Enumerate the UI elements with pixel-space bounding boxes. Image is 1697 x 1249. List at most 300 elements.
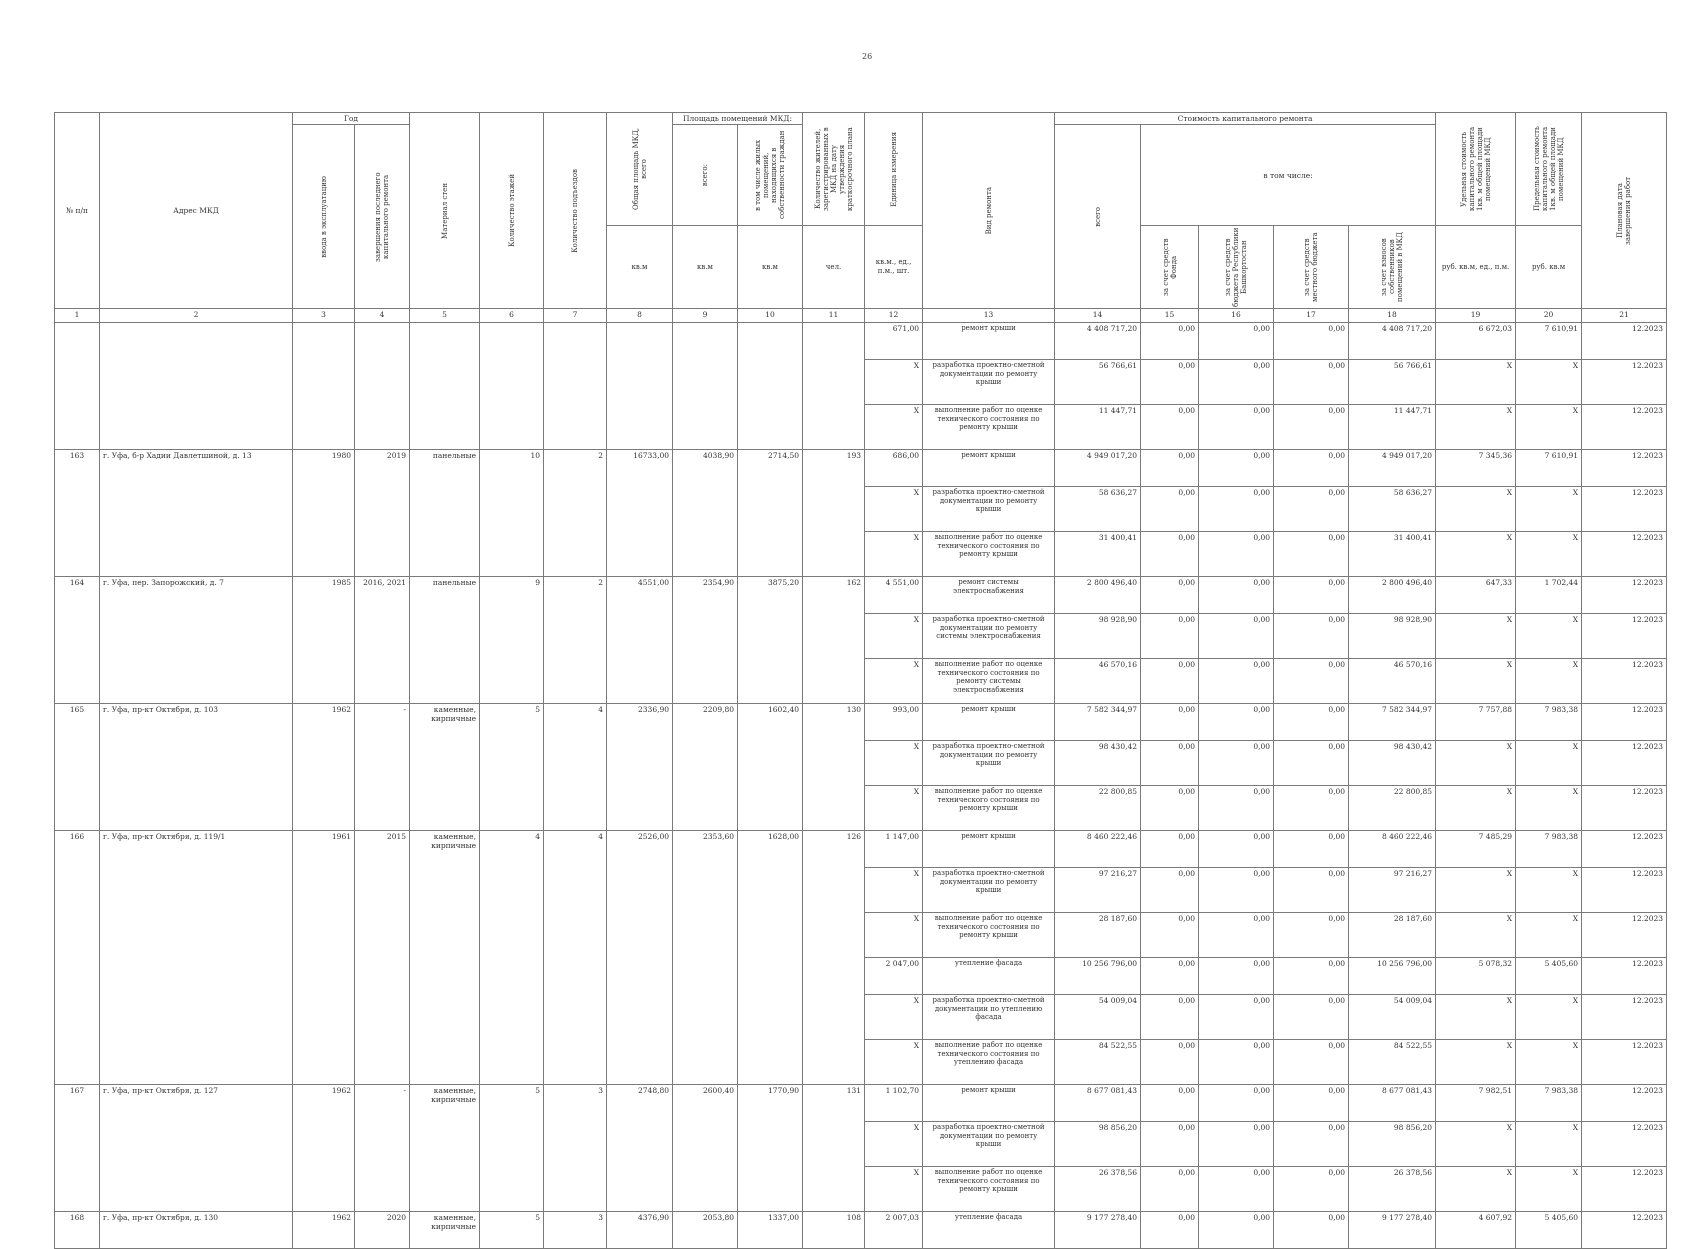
header-entrances: Количество подъездов <box>544 113 607 309</box>
cell-entr: 4 <box>544 704 607 831</box>
cell-num: 167 <box>55 1085 100 1212</box>
cell-unit_cost: X <box>1436 360 1516 405</box>
cell-max_cost: 7 610,91 <box>1516 450 1582 487</box>
cell-area <box>607 323 673 450</box>
cell-max_cost: X <box>1516 868 1582 913</box>
table-header <box>55 113 1667 323</box>
cell-date: 12.2023 <box>1582 1212 1667 1249</box>
cell-owners: 98 430,42 <box>1349 741 1436 786</box>
cell-fund: 0,00 <box>1141 577 1199 614</box>
cell-material: панельные <box>410 577 480 704</box>
cell-area: 2526,00 <box>607 831 673 1085</box>
cell-rb: 0,00 <box>1199 1212 1274 1249</box>
cell-rb: 0,00 <box>1199 487 1274 532</box>
cell-pr_res: 2714,50 <box>738 450 803 577</box>
cell-date: 12.2023 <box>1582 659 1667 704</box>
header-premises: Площадь помещений МКД: <box>673 113 803 125</box>
cell-total: 56 766,61 <box>1055 360 1141 405</box>
unit-20: руб. кв.м <box>1516 226 1582 309</box>
cell-local: 0,00 <box>1274 360 1349 405</box>
cell-total: 58 636,27 <box>1055 487 1141 532</box>
cell-owners: 2 800 496,40 <box>1349 577 1436 614</box>
cell-qty: X <box>865 1167 923 1212</box>
cell-local: 0,00 <box>1274 995 1349 1040</box>
cell-qty: 1 147,00 <box>865 831 923 868</box>
cell-date: 12.2023 <box>1582 958 1667 995</box>
table-row <box>55 450 1667 487</box>
cell-work: выполнение работ по оценке технического состояния по ремонту системы электроснабжения <box>923 659 1055 704</box>
unit-19: руб. кв.м, ед., п.м. <box>1436 226 1516 309</box>
cell-fund: 0,00 <box>1141 323 1199 360</box>
cell-local: 0,00 <box>1274 786 1349 831</box>
cell-total: 2 800 496,40 <box>1055 577 1141 614</box>
cell-date: 12.2023 <box>1582 405 1667 450</box>
cell-owners: 97 216,27 <box>1349 868 1436 913</box>
cell-max_cost: X <box>1516 913 1582 958</box>
cell-pr_res: 1602,40 <box>738 704 803 831</box>
cell-year2: - <box>355 1085 410 1212</box>
cell-qty: X <box>865 659 923 704</box>
cell-entr: 4 <box>544 831 607 1085</box>
cell-unit_cost: X <box>1436 995 1516 1040</box>
cell-total: 9 177 278,40 <box>1055 1212 1141 1249</box>
cell-rb: 0,00 <box>1199 868 1274 913</box>
cell-work: выполнение работ по оценке технического состояния по ремонту крыши <box>923 532 1055 577</box>
cell-date: 12.2023 <box>1582 786 1667 831</box>
header-unit-cost: Удельная стоимость капитального ремонта 1кв. м общей площади помещений МКД <box>1436 113 1516 226</box>
cell-year1: 1962 <box>293 1085 355 1212</box>
cell-date: 12.2023 <box>1582 995 1667 1040</box>
cell-year1 <box>293 323 355 450</box>
cell-total: 54 009,04 <box>1055 995 1141 1040</box>
table-row <box>55 1212 1667 1249</box>
cell-owners: 58 636,27 <box>1349 487 1436 532</box>
cell-pr_total: 2209,80 <box>673 704 738 831</box>
cell-local: 0,00 <box>1274 1040 1349 1085</box>
cell-fund: 0,00 <box>1141 1040 1199 1085</box>
table-body <box>55 323 1667 1249</box>
cell-local: 0,00 <box>1274 1167 1349 1212</box>
cell-local: 0,00 <box>1274 868 1349 913</box>
cell-owners: 31 400,41 <box>1349 532 1436 577</box>
cell-work: разработка проектно-сметной документации по ремонту крыши <box>923 741 1055 786</box>
cell-year2: - <box>355 704 410 831</box>
cell-fund: 0,00 <box>1141 741 1199 786</box>
cell-owners: 98 928,90 <box>1349 614 1436 659</box>
cell-date: 12.2023 <box>1582 614 1667 659</box>
cell-max_cost: 7 983,38 <box>1516 704 1582 741</box>
cell-unit_cost: X <box>1436 405 1516 450</box>
header-cost-local: за счет средств местного бюджета <box>1274 226 1349 309</box>
cell-area: 4376,90 <box>607 1212 673 1249</box>
cell-material <box>410 323 480 450</box>
cell-fund: 0,00 <box>1141 450 1199 487</box>
cell-max_cost: X <box>1516 786 1582 831</box>
cell-num: 168 <box>55 1212 100 1249</box>
cell-fund: 0,00 <box>1141 786 1199 831</box>
cell-material: каменные, кирпичные <box>410 1085 480 1212</box>
cell-total: 8 460 222,46 <box>1055 831 1141 868</box>
cell-qty: 2 007,03 <box>865 1212 923 1249</box>
cell-qty: 2 047,00 <box>865 958 923 995</box>
cell-addr <box>100 323 293 450</box>
cell-max_cost: X <box>1516 741 1582 786</box>
cell-rb: 0,00 <box>1199 360 1274 405</box>
cell-unit_cost: 647,33 <box>1436 577 1516 614</box>
cell-addr: г. Уфа, пр-кт Октября, д. 127 <box>100 1085 293 1212</box>
cell-unit_cost: 7 982,51 <box>1436 1085 1516 1122</box>
cell-rb: 0,00 <box>1199 577 1274 614</box>
header-cost: Стоимость капитального ремонта <box>1055 113 1436 125</box>
cell-work: выполнение работ по оценке технического состояния по ремонту крыши <box>923 405 1055 450</box>
cell-total: 26 378,56 <box>1055 1167 1141 1212</box>
cell-work: разработка проектно-сметной документации по ремонту крыши <box>923 487 1055 532</box>
cell-local: 0,00 <box>1274 958 1349 995</box>
cell-res: 130 <box>803 704 865 831</box>
cell-pr_res: 1337,00 <box>738 1212 803 1249</box>
cell-pr_total: 2353,60 <box>673 831 738 1085</box>
cell-owners: 10 256 796,00 <box>1349 958 1436 995</box>
cell-owners: 22 800,85 <box>1349 786 1436 831</box>
cell-fund: 0,00 <box>1141 868 1199 913</box>
cell-floors: 9 <box>480 577 544 704</box>
cell-owners: 7 582 344,97 <box>1349 704 1436 741</box>
cell-total: 97 216,27 <box>1055 868 1141 913</box>
cell-date: 12.2023 <box>1582 1085 1667 1122</box>
cell-date: 12.2023 <box>1582 487 1667 532</box>
cell-year1: 1961 <box>293 831 355 1085</box>
cell-pr_total <box>673 323 738 450</box>
cell-work: ремонт крыши <box>923 1085 1055 1122</box>
cell-local: 0,00 <box>1274 741 1349 786</box>
column-number-row <box>55 309 1667 323</box>
table-row <box>55 831 1667 868</box>
cell-owners: 8 460 222,46 <box>1349 831 1436 868</box>
cell-local: 0,00 <box>1274 614 1349 659</box>
cell-qty: X <box>865 913 923 958</box>
cell-unit_cost: X <box>1436 741 1516 786</box>
table-row <box>55 577 1667 614</box>
cell-rb: 0,00 <box>1199 405 1274 450</box>
cell-owners: 98 856,20 <box>1349 1122 1436 1167</box>
cell-work: утепление фасада <box>923 958 1055 995</box>
page-number: 26 <box>862 52 873 61</box>
column-number: 4 <box>355 309 410 323</box>
cell-date: 12.2023 <box>1582 1040 1667 1085</box>
cell-total: 98 856,20 <box>1055 1122 1141 1167</box>
column-number: 5 <box>410 309 480 323</box>
column-number: 18 <box>1349 309 1436 323</box>
cell-total: 11 447,71 <box>1055 405 1141 450</box>
cell-owners: 46 570,16 <box>1349 659 1436 704</box>
cell-qty: X <box>865 1122 923 1167</box>
column-number: 8 <box>607 309 673 323</box>
cell-owners: 11 447,71 <box>1349 405 1436 450</box>
cell-res: 126 <box>803 831 865 1085</box>
header-floors: Количество этажей <box>480 113 544 309</box>
cell-max_cost: 7 610,91 <box>1516 323 1582 360</box>
cell-max_cost: X <box>1516 659 1582 704</box>
cell-qty: X <box>865 360 923 405</box>
cell-date: 12.2023 <box>1582 1122 1667 1167</box>
cell-entr <box>544 323 607 450</box>
cell-total: 7 582 344,97 <box>1055 704 1141 741</box>
table-row <box>55 704 1667 741</box>
cell-work: утепление фасада <box>923 1212 1055 1249</box>
cell-qty: 1 102,70 <box>865 1085 923 1122</box>
cell-date: 12.2023 <box>1582 323 1667 360</box>
cell-work: выполнение работ по оценке технического состояния по ремонту крыши <box>923 786 1055 831</box>
cell-floors: 5 <box>480 1212 544 1249</box>
cell-local: 0,00 <box>1274 577 1349 614</box>
cell-owners: 54 009,04 <box>1349 995 1436 1040</box>
cell-entr: 2 <box>544 577 607 704</box>
cell-max_cost: 5 405,60 <box>1516 1212 1582 1249</box>
cell-local: 0,00 <box>1274 659 1349 704</box>
cell-owners: 9 177 278,40 <box>1349 1212 1436 1249</box>
cell-work: выполнение работ по оценке технического состояния по ремонту крыши <box>923 1167 1055 1212</box>
header-total-area: Общая площадь МКД, всего <box>607 113 673 226</box>
column-number: 13 <box>923 309 1055 323</box>
cell-fund: 0,00 <box>1141 360 1199 405</box>
cell-year1: 1980 <box>293 450 355 577</box>
cell-local: 0,00 <box>1274 831 1349 868</box>
cell-unit_cost: X <box>1436 913 1516 958</box>
cell-local: 0,00 <box>1274 1085 1349 1122</box>
table-row <box>55 323 1667 360</box>
header-premises-total: всего: <box>673 125 738 226</box>
header-work-type: Вид ремонта <box>923 113 1055 309</box>
cell-rb: 0,00 <box>1199 741 1274 786</box>
cell-rb: 0,00 <box>1199 786 1274 831</box>
cell-rb: 0,00 <box>1199 323 1274 360</box>
cell-num: 166 <box>55 831 100 1085</box>
cell-date: 12.2023 <box>1582 868 1667 913</box>
column-number: 2 <box>100 309 293 323</box>
cell-fund: 0,00 <box>1141 958 1199 995</box>
cell-date: 12.2023 <box>1582 532 1667 577</box>
cell-pr_total: 2053,80 <box>673 1212 738 1249</box>
cell-pr_total: 2600,40 <box>673 1085 738 1212</box>
cell-owners: 28 187,60 <box>1349 913 1436 958</box>
cell-pr_res: 3875,20 <box>738 577 803 704</box>
cell-floors: 4 <box>480 831 544 1085</box>
cell-pr_res <box>738 323 803 450</box>
cell-material: каменные, кирпичные <box>410 831 480 1085</box>
cell-qty: 4 551,00 <box>865 577 923 614</box>
column-number: 17 <box>1274 309 1349 323</box>
cell-rb: 0,00 <box>1199 450 1274 487</box>
cell-unit_cost: X <box>1436 487 1516 532</box>
cell-floors: 5 <box>480 1085 544 1212</box>
header-premises-residential: в том числе жилых помещений, находящихся в собственности граждан <box>738 125 803 226</box>
cell-fund: 0,00 <box>1141 405 1199 450</box>
header-year-commission: ввода в эксплуатацию <box>293 125 355 309</box>
cell-unit_cost: 7 345,36 <box>1436 450 1516 487</box>
cell-rb: 0,00 <box>1199 913 1274 958</box>
cell-unit_cost: 5 078,32 <box>1436 958 1516 995</box>
cell-entr: 2 <box>544 450 607 577</box>
cell-qty: X <box>865 786 923 831</box>
column-number: 16 <box>1199 309 1274 323</box>
cell-unit_cost: X <box>1436 786 1516 831</box>
cell-work: разработка проектно-сметной документации по ремонту крыши <box>923 360 1055 405</box>
cell-material: каменные, кирпичные <box>410 704 480 831</box>
cell-local: 0,00 <box>1274 450 1349 487</box>
capital-repair-table <box>54 112 1667 1249</box>
cell-material: каменные, кирпичные <box>410 1212 480 1249</box>
unit-9: кв.м <box>673 226 738 309</box>
cell-date: 12.2023 <box>1582 360 1667 405</box>
cell-qty: X <box>865 487 923 532</box>
cell-total: 10 256 796,00 <box>1055 958 1141 995</box>
cell-total: 4 408 717,20 <box>1055 323 1141 360</box>
cell-fund: 0,00 <box>1141 913 1199 958</box>
cell-qty: X <box>865 532 923 577</box>
cell-area: 2748,80 <box>607 1085 673 1212</box>
cell-qty: X <box>865 1040 923 1085</box>
unit-8: кв.м <box>607 226 673 309</box>
cell-qty: 671,00 <box>865 323 923 360</box>
cell-date: 12.2023 <box>1582 913 1667 958</box>
cell-res: 131 <box>803 1085 865 1212</box>
cell-fund: 0,00 <box>1141 704 1199 741</box>
cell-rb: 0,00 <box>1199 1122 1274 1167</box>
header-material: Материал стен <box>410 113 480 309</box>
column-number: 19 <box>1436 309 1516 323</box>
cell-work: выполнение работ по оценке технического состояния по утеплению фасада <box>923 1040 1055 1085</box>
cell-work: разработка проектно-сметной документации по ремонту крыши <box>923 868 1055 913</box>
cell-res: 162 <box>803 577 865 704</box>
cell-qty: X <box>865 995 923 1040</box>
cell-local: 0,00 <box>1274 1122 1349 1167</box>
cell-pr_total: 4038,90 <box>673 450 738 577</box>
unit-11: чел. <box>803 226 865 309</box>
cell-unit_cost: X <box>1436 1167 1516 1212</box>
column-number: 15 <box>1141 309 1199 323</box>
cell-qty: X <box>865 741 923 786</box>
header-cost-total: всего <box>1055 125 1141 309</box>
cell-area: 4551,00 <box>607 577 673 704</box>
column-number: 7 <box>544 309 607 323</box>
column-number: 6 <box>480 309 544 323</box>
cell-fund: 0,00 <box>1141 1085 1199 1122</box>
header-date: Плановая дата завершения работ <box>1582 113 1667 309</box>
cell-pr_res: 1628,00 <box>738 831 803 1085</box>
cell-floors <box>480 323 544 450</box>
column-number: 1 <box>55 309 100 323</box>
cell-unit_cost: 6 672,03 <box>1436 323 1516 360</box>
cell-entr: 3 <box>544 1212 607 1249</box>
cell-num <box>55 323 100 450</box>
cell-pr_res: 1770,90 <box>738 1085 803 1212</box>
cell-max_cost: X <box>1516 405 1582 450</box>
cell-fund: 0,00 <box>1141 831 1199 868</box>
cell-unit_cost: 7 485,29 <box>1436 831 1516 868</box>
cell-max_cost: X <box>1516 614 1582 659</box>
cell-max_cost: X <box>1516 532 1582 577</box>
cell-year2: 2019 <box>355 450 410 577</box>
header-num: № п/п <box>55 113 100 309</box>
cell-total: 46 570,16 <box>1055 659 1141 704</box>
cell-unit_cost: X <box>1436 614 1516 659</box>
cell-max_cost: X <box>1516 1122 1582 1167</box>
column-number: 9 <box>673 309 738 323</box>
cell-date: 12.2023 <box>1582 704 1667 741</box>
cell-date: 12.2023 <box>1582 741 1667 786</box>
cell-local: 0,00 <box>1274 323 1349 360</box>
cell-work: ремонт системы электроснабжения <box>923 577 1055 614</box>
cell-res: 108 <box>803 1212 865 1249</box>
cell-max_cost: X <box>1516 1167 1582 1212</box>
header-year-last-repair: завершения последнего капитального ремонта <box>355 125 410 309</box>
header-cost-rb: за счет средств бюджета Республики Башкортостан <box>1199 226 1274 309</box>
header-cost-owners: за счет взносов собственников помещений в МКД <box>1349 226 1436 309</box>
cell-max_cost: X <box>1516 360 1582 405</box>
cell-addr: г. Уфа, б-р Хадии Давлетшиной, д. 13 <box>100 450 293 577</box>
cell-unit_cost: 4 607,92 <box>1436 1212 1516 1249</box>
cell-area: 2336,90 <box>607 704 673 831</box>
cell-entr: 3 <box>544 1085 607 1212</box>
table-row <box>55 1085 1667 1122</box>
cell-work: разработка проектно-сметной документации по ремонту крыши <box>923 1122 1055 1167</box>
cell-fund: 0,00 <box>1141 1212 1199 1249</box>
cell-total: 84 522,55 <box>1055 1040 1141 1085</box>
cell-year2 <box>355 323 410 450</box>
header-cost-incl: в том числе: <box>1141 125 1436 226</box>
cell-rb: 0,00 <box>1199 958 1274 995</box>
cell-addr: г. Уфа, пер. Запорожский, д. 7 <box>100 577 293 704</box>
column-number: 20 <box>1516 309 1582 323</box>
cell-owners: 4 949 017,20 <box>1349 450 1436 487</box>
cell-fund: 0,00 <box>1141 532 1199 577</box>
cell-qty: X <box>865 405 923 450</box>
cell-fund: 0,00 <box>1141 659 1199 704</box>
cell-total: 22 800,85 <box>1055 786 1141 831</box>
header-address: Адрес МКД <box>100 113 293 309</box>
unit-10: кв.м <box>738 226 803 309</box>
cell-date: 12.2023 <box>1582 831 1667 868</box>
cell-qty: 993,00 <box>865 704 923 741</box>
cell-owners: 4 408 717,20 <box>1349 323 1436 360</box>
cell-rb: 0,00 <box>1199 532 1274 577</box>
cell-max_cost: 5 405,60 <box>1516 958 1582 995</box>
cell-pr_total: 2354,90 <box>673 577 738 704</box>
cell-year2: 2015 <box>355 831 410 1085</box>
cell-total: 8 677 081,43 <box>1055 1085 1141 1122</box>
cell-year2: 2016, 2021 <box>355 577 410 704</box>
column-number: 21 <box>1582 309 1667 323</box>
header-max-cost: Предельная стоимость капитального ремонта 1кв. м общей площади помещений МКД <box>1516 113 1582 226</box>
cell-work: разработка проектно-сметной документации по ремонту системы электроснабжения <box>923 614 1055 659</box>
cell-date: 12.2023 <box>1582 577 1667 614</box>
cell-work: разработка проектно-сметной документации по утеплению фасада <box>923 995 1055 1040</box>
cell-work: выполнение работ по оценке технического состояния по ремонту крыши <box>923 913 1055 958</box>
cell-owners: 56 766,61 <box>1349 360 1436 405</box>
cell-rb: 0,00 <box>1199 1085 1274 1122</box>
cell-year1: 1985 <box>293 577 355 704</box>
cell-floors: 5 <box>480 704 544 831</box>
cell-max_cost: 1 702,44 <box>1516 577 1582 614</box>
cell-max_cost: X <box>1516 1040 1582 1085</box>
cell-work: ремонт крыши <box>923 704 1055 741</box>
column-number: 12 <box>865 309 923 323</box>
cell-work: ремонт крыши <box>923 450 1055 487</box>
header-year: Год <box>293 113 410 125</box>
header-cost-fund: за счет средств Фонда <box>1141 226 1199 309</box>
cell-rb: 0,00 <box>1199 995 1274 1040</box>
cell-addr: г. Уфа, пр-кт Октября, д. 130 <box>100 1212 293 1249</box>
